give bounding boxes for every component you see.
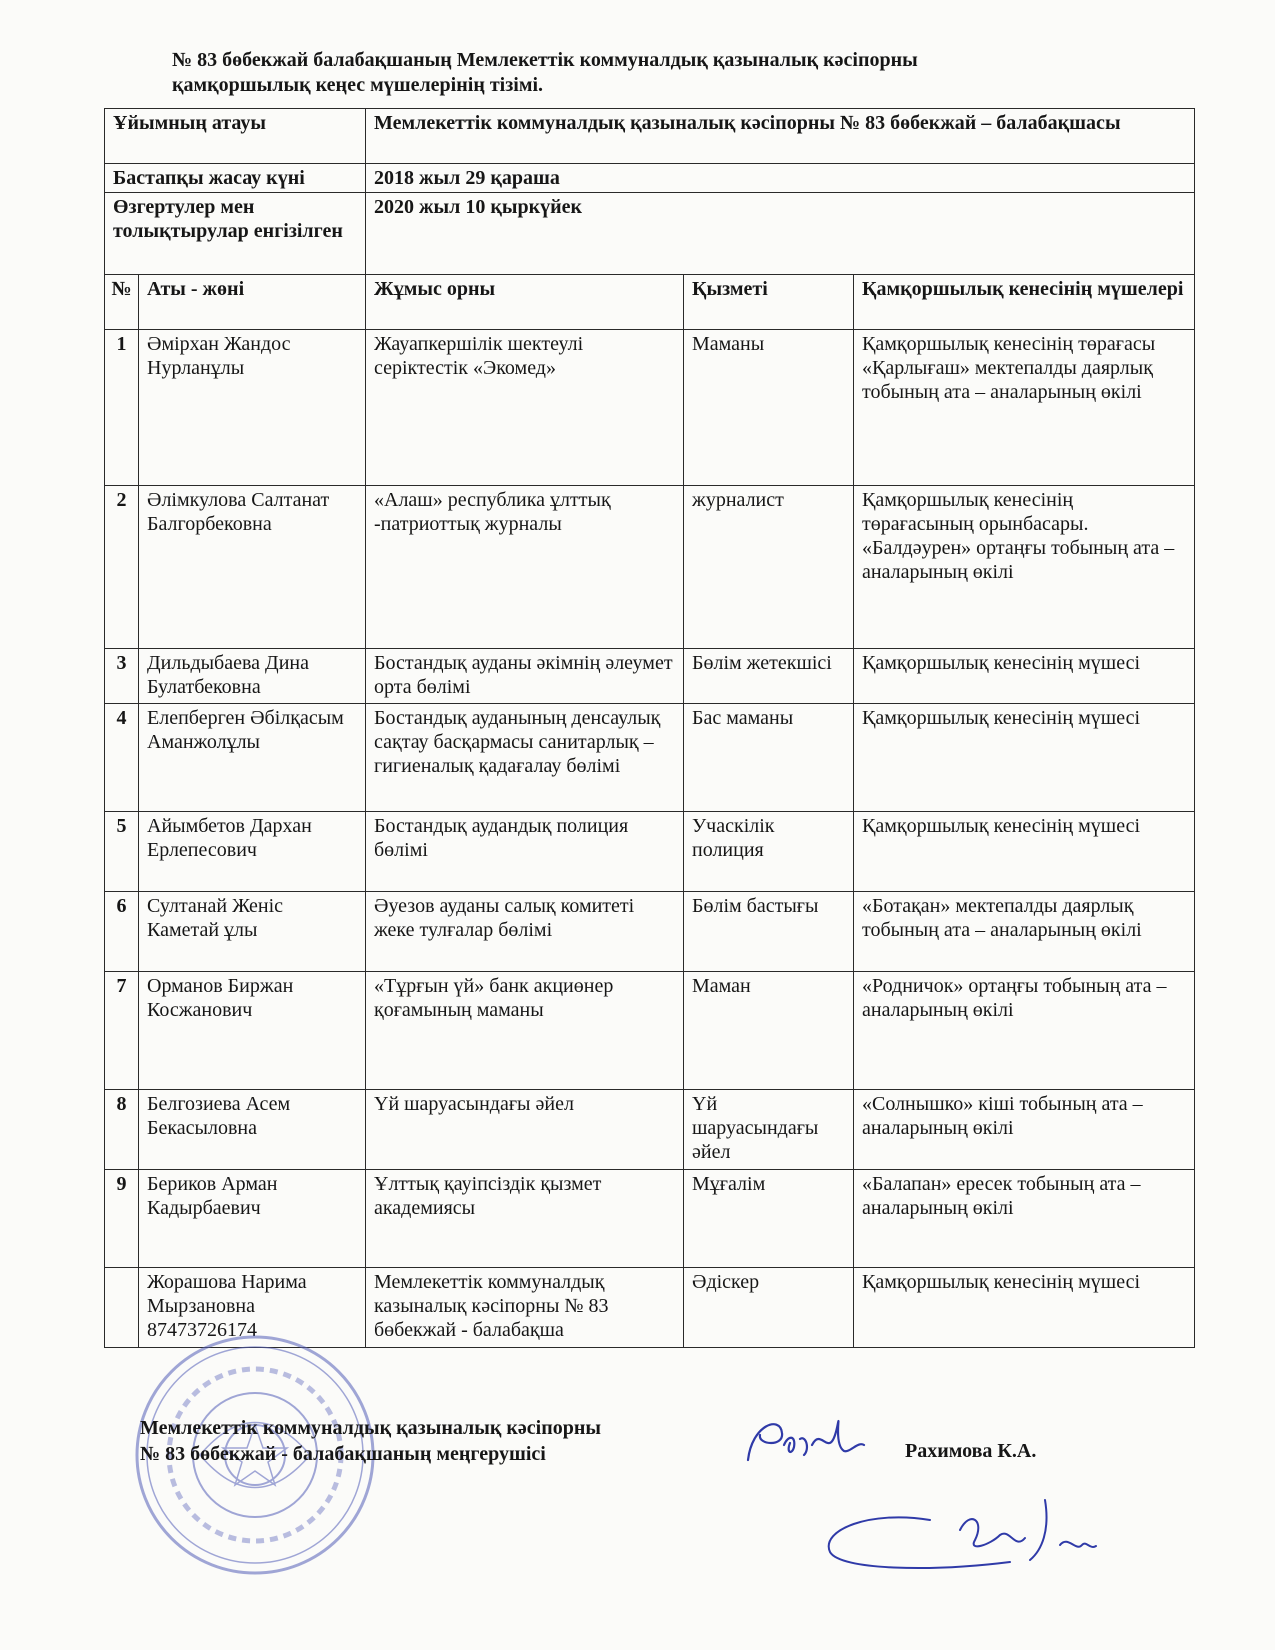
created-value: 2018 жыл 29 қараша xyxy=(366,164,1195,193)
council-role: Қамқоршылық кенесінің төрағасы «Қарлығаш» мектепалды даярлық тобының ата – аналарының өкілі xyxy=(854,330,1195,486)
row-number: 2 xyxy=(105,486,139,649)
col-header-position: Қызметі xyxy=(684,275,854,330)
row-number: 6 xyxy=(105,892,139,972)
position: Әдіскер xyxy=(684,1268,854,1348)
workplace: Жауапкершілік шектеулі серіктестік «Экомед» xyxy=(366,330,684,486)
council-table xyxy=(104,108,1195,1348)
member-name: Айымбетов Дархан Ерлепесович xyxy=(139,812,366,892)
council-role: Қамқоршылық кенесінің төрағасының орынбасары. «Балдәурен» ортаңғы тобының ата – аналарының өкілі xyxy=(854,486,1195,649)
position: Бөлім бастығы xyxy=(684,892,854,972)
row-number: 9 xyxy=(105,1170,139,1268)
member-name: Әмірхан Жандос Нурланұлы xyxy=(139,330,366,486)
info-row-created xyxy=(105,164,1195,193)
workplace: Бостандық аудандық полиция бөлімі xyxy=(366,812,684,892)
col-header-work: Жұмыс орны xyxy=(366,275,684,330)
position: журналист xyxy=(684,486,854,649)
row-number: 3 xyxy=(105,649,139,704)
col-header-number: № xyxy=(105,275,139,330)
table-row xyxy=(105,812,1195,892)
second-signature-icon xyxy=(810,1490,1130,1580)
footer-signature-block xyxy=(140,1415,780,1467)
document-title xyxy=(172,48,1172,98)
table-row xyxy=(105,1090,1195,1170)
info-row-changes xyxy=(105,193,1195,275)
row-number: 4 xyxy=(105,704,139,812)
table-row xyxy=(105,649,1195,704)
workplace: Мемлекеттік коммуналдық казыналық кәсіпорны № 83 бөбекжай - балабақша xyxy=(366,1268,684,1348)
table-row xyxy=(105,892,1195,972)
council-role: Қамқоршылық кенесінің мүшесі xyxy=(854,649,1195,704)
col-header-role: Қамқоршылық кенесінің мүшелері xyxy=(854,275,1195,330)
workplace: «Алаш» республика ұлттық -патриоттық журналы xyxy=(366,486,684,649)
position: Бөлім жетекшісі xyxy=(684,649,854,704)
council-role: «Балапан» ересек тобының ата – аналарының өкілі xyxy=(854,1170,1195,1268)
title-line-2: қамқоршылық кеңес мүшелерінің тізімі. xyxy=(172,74,543,96)
changes-label: Өзгертулер мен толықтырулар енгізілген xyxy=(105,193,366,275)
org-value: Мемлекеттік коммуналдық қазыналық кәсіпорны № 83 бөбекжай – балабақшасы xyxy=(366,109,1195,164)
position: Маман xyxy=(684,972,854,1090)
table-row xyxy=(105,704,1195,812)
member-name: Жорашова Нарима Мырзановна 87473726174 xyxy=(139,1268,366,1348)
member-name: Орманов Биржан Косжанович xyxy=(139,972,366,1090)
council-role: Қамқоршылық кенесінің мүшесі xyxy=(854,1268,1195,1348)
position: Үй шаруасындағы әйел xyxy=(684,1090,854,1170)
info-row-organization xyxy=(105,109,1195,164)
changes-value: 2020 жыл 10 қыркүйек xyxy=(366,193,1195,275)
workplace: Үй шаруасындағы әйел xyxy=(366,1090,684,1170)
header-row xyxy=(105,275,1195,330)
col-header-name: Аты - жөні xyxy=(139,275,366,330)
workplace: «Тұрғын үй» банк акциөнер қоғамының маманы xyxy=(366,972,684,1090)
member-name: Бериков Арман Кадырбаевич xyxy=(139,1170,366,1268)
director-name: Рахимова К.А. xyxy=(905,1440,1037,1462)
workplace: Ұлттық қауіпсіздік қызмет академиясы xyxy=(366,1170,684,1268)
workplace: Бостандық ауданы әкімнің әлеумет орта бөлімі xyxy=(366,649,684,704)
council-role: «Солнышко» кіші тобының ата – аналарының өкілі xyxy=(854,1090,1195,1170)
member-name: Елепберген Әбілқасым Аманжолұлы xyxy=(139,704,366,812)
council-role: Қамқоршылық кенесінің мүшесі xyxy=(854,812,1195,892)
created-label: Бастапқы жасау күні xyxy=(105,164,366,193)
table-row xyxy=(105,1170,1195,1268)
workplace: Бостандық ауданының денсаулық сақтау басқармасы санитарлық – гигиеналық қадағалау бөлімі xyxy=(366,704,684,812)
council-role: «Родничок» ортаңғы тобының ата – аналарының өкілі xyxy=(854,972,1195,1090)
position: Мұғалім xyxy=(684,1170,854,1268)
row-number: 7 xyxy=(105,972,139,1090)
member-name: Дильдыбаева Дина Булатбековна xyxy=(139,649,366,704)
member-name: Белгозиева Асем Бекасыловна xyxy=(139,1090,366,1170)
table-row xyxy=(105,486,1195,649)
position: Учаскілік полиция xyxy=(684,812,854,892)
title-line-1: № 83 бөбекжай балабақшаның Мемлекеттік коммуналдық қазыналық кәсіпорны xyxy=(172,49,918,71)
member-name: Әлімкулова Салтанат Балгорбековна xyxy=(139,486,366,649)
council-role: «Ботақан» мектепалды даярлық тобының ата – аналарының өкілі xyxy=(854,892,1195,972)
table-row xyxy=(105,330,1195,486)
council-role: Қамқоршылық кенесінің мүшесі xyxy=(854,704,1195,812)
position: Маманы xyxy=(684,330,854,486)
footer-line-2: № 83 бөбекжай - балабақшаның меңгерушісі xyxy=(140,1443,546,1465)
org-label: Ұйымның атауы xyxy=(105,109,366,164)
workplace: Әуезов ауданы салық комитеті жеке тулғалар бөлімі xyxy=(366,892,684,972)
signature xyxy=(740,1405,910,1480)
member-name: Султанай Женіс Каметай ұлы xyxy=(139,892,366,972)
row-number: 8 xyxy=(105,1090,139,1170)
row-number: 5 xyxy=(105,812,139,892)
position: Бас маманы xyxy=(684,704,854,812)
table-row xyxy=(105,972,1195,1090)
row-number: 1 xyxy=(105,330,139,486)
footer-line-1: Мемлекеттік коммуналдық қазыналық кәсіпорны xyxy=(140,1417,601,1439)
